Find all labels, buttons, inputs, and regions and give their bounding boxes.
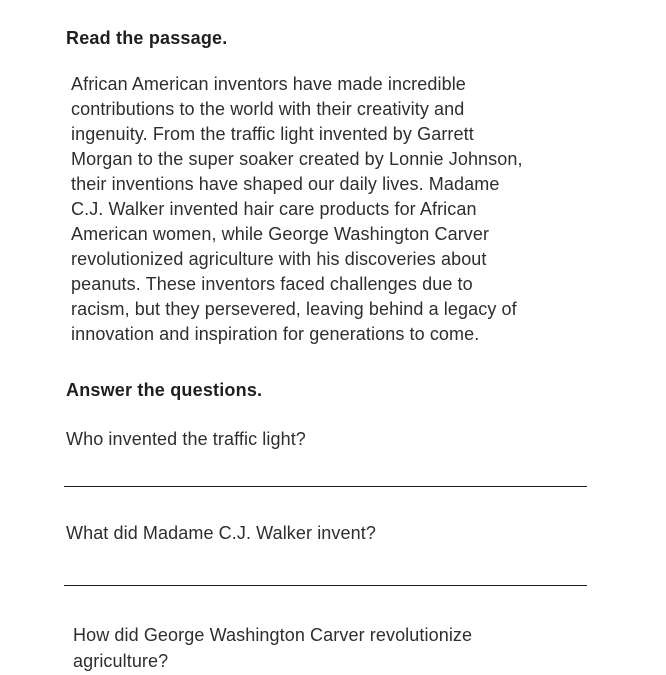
passage-line: contributions to the world with their creativity and: [71, 99, 465, 119]
passage-line: racism, but they persevered, leaving behind a legacy of: [71, 299, 517, 319]
question-2: What did Madame C.J. Walker invent?: [66, 523, 376, 543]
question-3: How did George Washington Carver revolutionize agriculture?: [73, 625, 473, 671]
passage-line: peanuts. These inventors faced challenges due to: [71, 274, 473, 294]
question-1: Who invented the traffic light?: [66, 429, 306, 449]
passage-text: [71, 72, 601, 347]
passage-line: innovation and inspiration for generations to come.: [71, 324, 480, 344]
read-passage-heading: Read the passage.: [66, 28, 228, 48]
passage-line: ingenuity. From the traffic light invented by Garrett: [71, 124, 474, 144]
passage-line: Morgan to the super soaker created by Lonnie Johnson,: [71, 149, 523, 169]
passage-line: their inventions have shaped our daily lives. Madame: [71, 174, 500, 194]
passage-line: African American inventors have made incredible: [71, 74, 466, 94]
answer-questions-heading: Answer the questions.: [66, 380, 263, 400]
answer-line-1: [64, 486, 587, 487]
passage-line: revolutionized agriculture with his discoveries about: [71, 249, 487, 269]
answer-line-2: [64, 585, 587, 586]
passage-line: American women, while George Washington Carver: [71, 224, 490, 244]
passage-line: C.J. Walker invented hair care products for African: [71, 199, 477, 219]
